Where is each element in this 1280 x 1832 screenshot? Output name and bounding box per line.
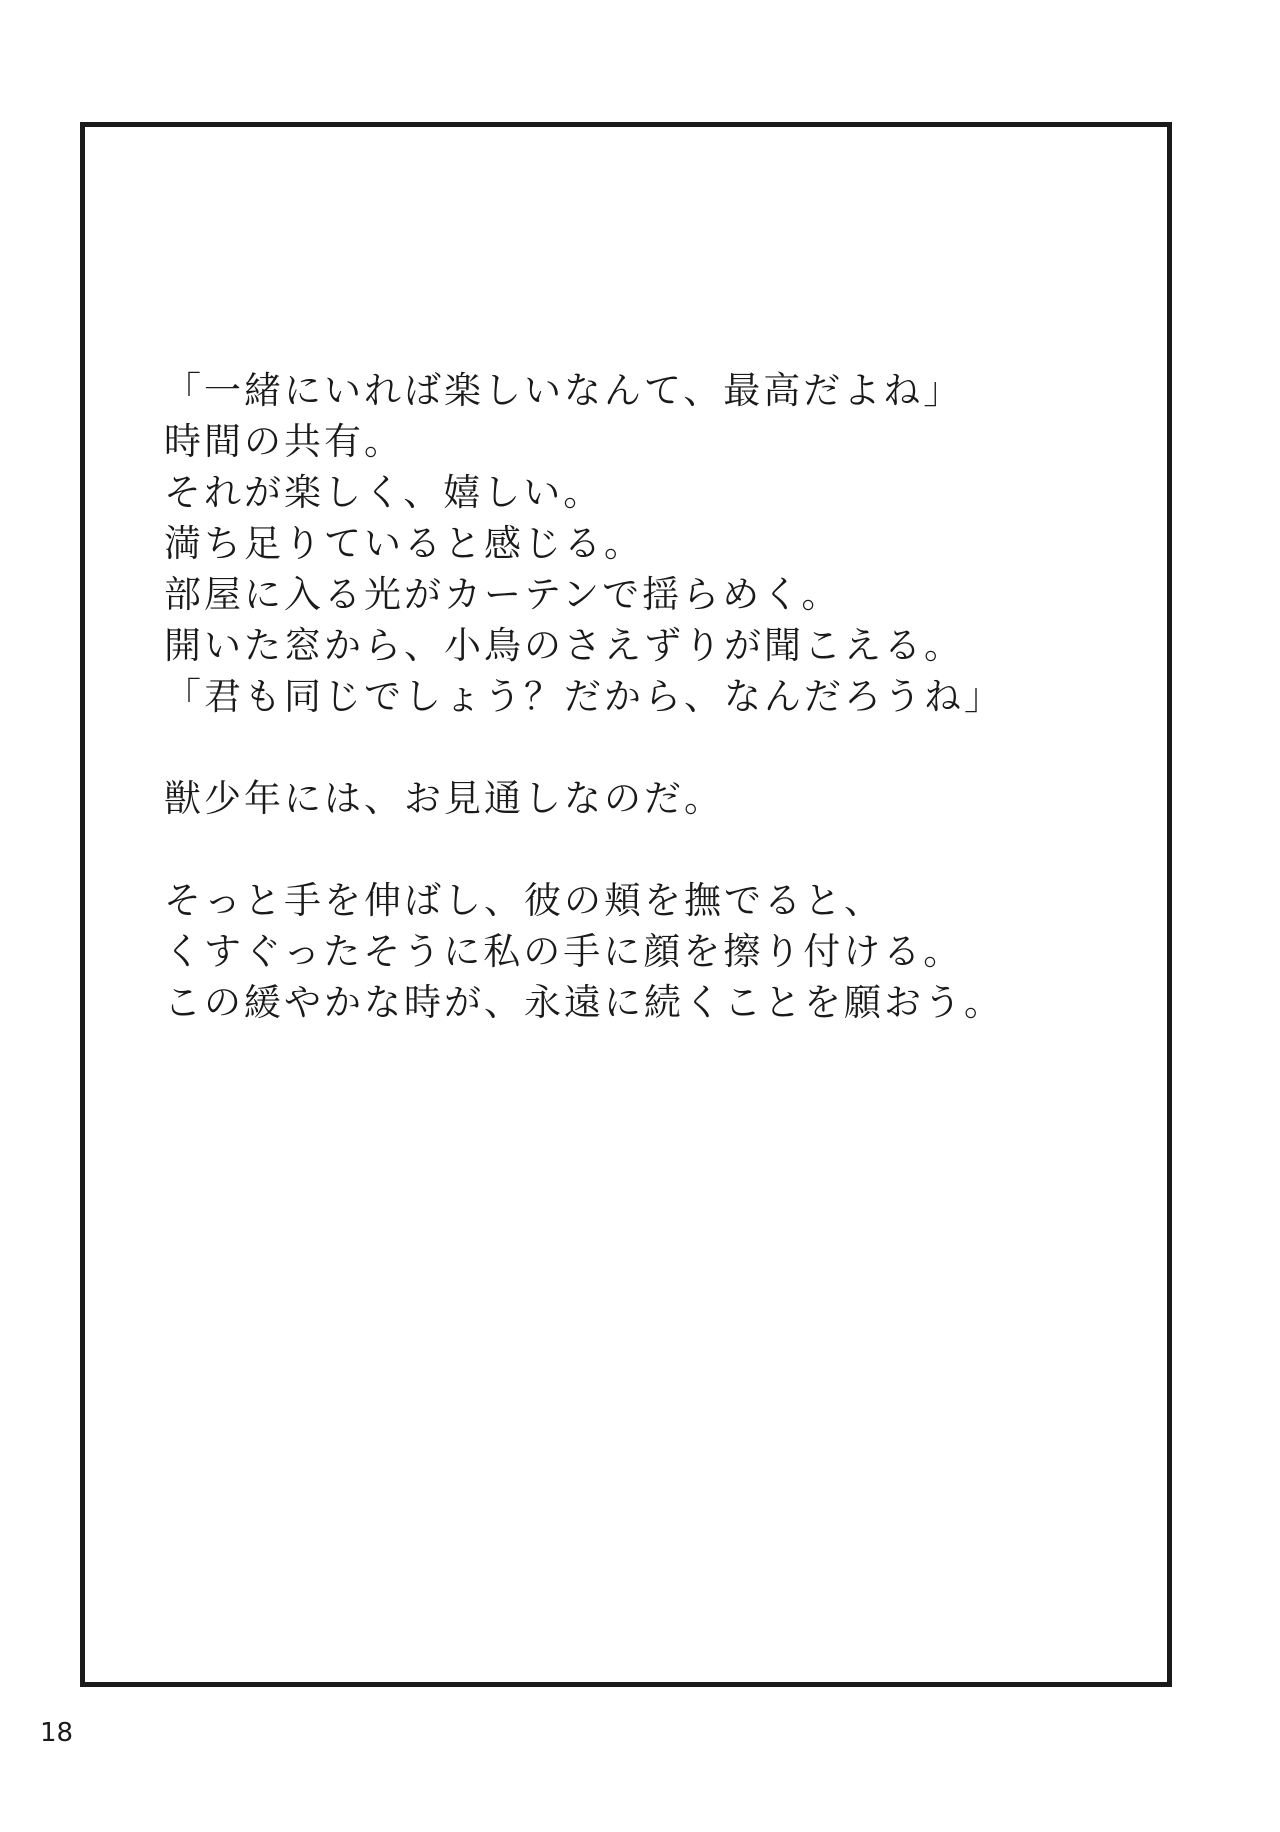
text-line: 「一緒にいれば楽しいなんて、最高だよね」: [164, 369, 964, 412]
page-number: 18: [40, 1718, 74, 1748]
text-line: 部屋に入る光がカーテンで揺らめく。: [164, 573, 842, 616]
text-line: 開いた窓から、小鳥のさえずりが聞こえる。: [164, 624, 964, 667]
text-line: 時間の共有。: [164, 420, 404, 463]
text-line: 満ち足りていると感じる。: [164, 522, 644, 565]
paragraph-gap: [164, 824, 1144, 875]
text-line: 獣少年には、お見通しなのだ。: [164, 777, 724, 820]
text-line: この緩やかな時が、永遠に続くことを願おう。: [164, 981, 1004, 1024]
text-line: そっと手を伸ばし、彼の頬を撫でると、: [164, 879, 884, 922]
text-line: くすぐったそうに私の手に顔を擦り付ける。: [164, 930, 964, 973]
text-line: それが楽しく、嬉しい。: [164, 471, 604, 514]
paragraph-gap: [164, 722, 1144, 773]
body-text: [164, 365, 1144, 1028]
text-line: 「君も同じでしょう？だから、なんだろうね」: [164, 675, 1004, 718]
